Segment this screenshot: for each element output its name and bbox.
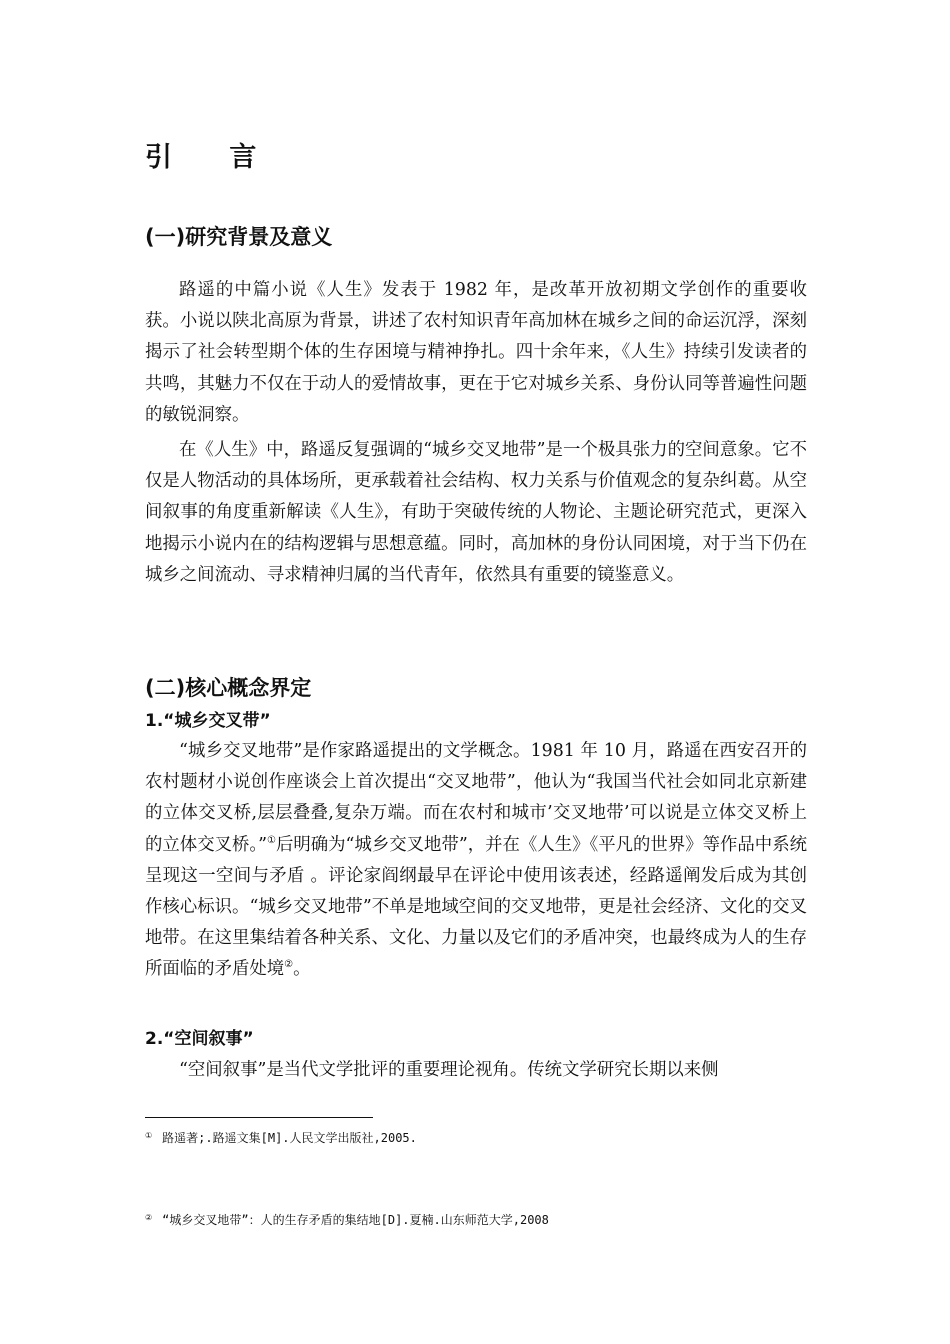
paragraph-text-part: 后明确为“城乡交叉地带”，并在《人生》《平凡的世界》等作品中系统呈现这一空间与矛盾 。评论家阎纲最早在评论中使用该表述，经路遥阐发后成为其创作核心标识。“城乡交叉地带”不单是地域空间的交叉地带，更是社会经济、文化的交叉地带。在这里集结着各种关系、文化、力量以及它们的矛盾冲突，也最终成为人的生存所面临的矛盾处境 bbox=[145, 834, 807, 980]
footnote-1 bbox=[145, 1127, 845, 1147]
footnote-ref-2[interactable]: ② bbox=[284, 959, 294, 971]
section-heading-background: (一)研究背景及意义 bbox=[145, 225, 333, 249]
footnote-text: 路遥著;.路遥文集[M].人民文学出版社,2005. bbox=[162, 1131, 417, 1145]
footnote-text: “城乡交叉地带”：人的生存矛盾的集结地[D].夏楠.山东师范大学,2008 bbox=[162, 1213, 549, 1227]
page-title: 引 言 bbox=[145, 142, 281, 173]
paragraph-spatial-narrative: “空间叙事”是当代文学批评的重要理论视角。传统文学研究长期以来侧 bbox=[179, 1060, 719, 1080]
footnote-ref-1[interactable]: ① bbox=[266, 834, 276, 846]
footnote-mark: ① bbox=[145, 1131, 153, 1140]
subsection-heading-urban-rural: 1.“城乡交叉带” bbox=[145, 711, 271, 731]
paragraph-background-1: 路遥的中篇小说《人生》发表于 1982 年，是改革开放初期文学创作的重要收获。小说以陕北高原为背景，讲述了农村知识青年高加林在城乡之间的命运沉浮，深刻揭示了社会转型期个体的生存困境与精神挣扎。四十余年来，《人生》持续引发读者的共鸣，其魅力不仅在于动人的爱情故事，更在于它对城乡关系、身份认同等普遍性问题的敏锐洞察。 bbox=[145, 280, 807, 425]
paragraph-text-part: “城乡交叉地带”是作家路遥提出的文学概念。1981 年 10 月，路遥在西安召开的农村题材小说创作座谈会上首次提出“交叉地带”，他认为“我国当代社会如同北京新建的立体交叉桥,层层叠叠,复杂万端。而在农村和城市’交叉地带’可以说是立体交叉桥上的立体交叉桥。” bbox=[145, 741, 807, 855]
paragraph-background-2: 在《人生》中，路遥反复强调的“城乡交叉地带”是一个极具张力的空间意象。它不仅是人物活动的具体场所，更承载着社会结构、权力关系与价值观念的复杂纠葛。从空间叙事的角度重新解读《人生》，有助于突破传统的人物论、主题论研究范式，更深入地揭示小说内在的结构逻辑与思想意蕴。同时，高加林的身份认同困境，对于当下仍在城乡之间流动、寻求精神归属的当代青年，依然具有重要的镜鉴意义。 bbox=[145, 440, 807, 585]
footnote-2 bbox=[145, 1209, 845, 1229]
paragraph-urban-rural bbox=[145, 736, 807, 986]
footnote-mark: ② bbox=[145, 1213, 153, 1222]
footnote-divider bbox=[145, 1117, 373, 1118]
subsection-heading-spatial-narrative: 2.“空间叙事” bbox=[145, 1029, 254, 1049]
paragraph-text-part: 。 bbox=[293, 959, 311, 980]
section-heading-concepts: (二)核心概念界定 bbox=[145, 676, 312, 700]
